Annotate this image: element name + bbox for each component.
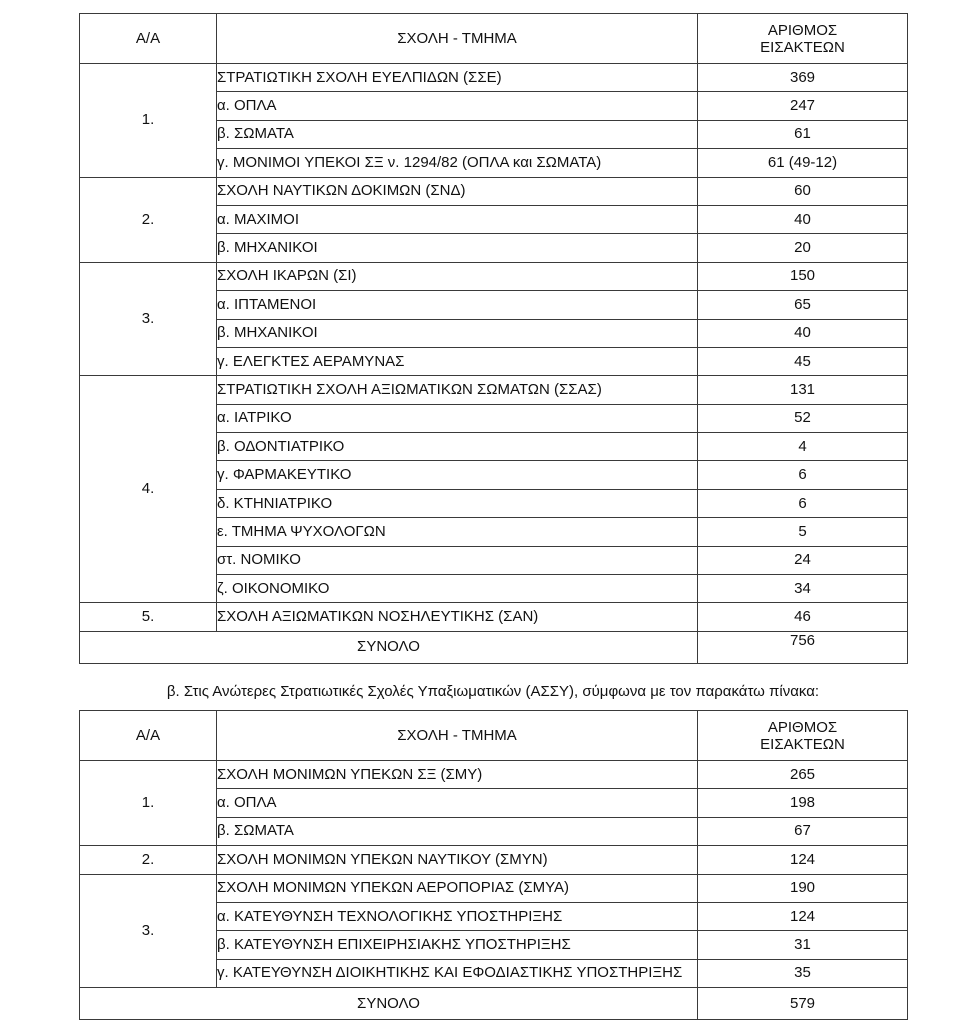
total-label: ΣΥΝΟΛΟ xyxy=(80,988,698,1020)
admissions-count: 35 xyxy=(698,959,908,987)
table-row xyxy=(80,376,908,404)
admissions-table-officers xyxy=(79,13,908,664)
school-name: δ. ΚΤΗΝΙΑΤΡΙΚΟ xyxy=(217,489,698,517)
table-row xyxy=(80,874,908,902)
admissions-count: 6 xyxy=(698,461,908,489)
school-name: ζ. ΟΙΚΟΝΟΜΙΚΟ xyxy=(217,575,698,603)
admissions-count: 247 xyxy=(698,92,908,120)
school-name: β. ΟΔΟΝΤΙΑΤΡΙΚΟ xyxy=(217,433,698,461)
school-name: γ. ΦΑΡΜΑΚΕΥΤΙΚΟ xyxy=(217,461,698,489)
row-number: 3. xyxy=(80,262,217,376)
header-school: ΣΧΟΛΗ - ΤΜΗΜΑ xyxy=(217,14,698,64)
admissions-count: 52 xyxy=(698,404,908,432)
admissions-count: 40 xyxy=(698,205,908,233)
school-name: β. ΜΗΧΑΝΙΚΟΙ xyxy=(217,319,698,347)
school-name: ΣΧΟΛΗ ΜΟΝΙΜΩΝ ΥΠΕΚΩΝ ΝΑΥΤΙΚΟΥ (ΣΜΥΝ) xyxy=(217,846,698,874)
school-name: β. ΜΗΧΑΝΙΚΟΙ xyxy=(217,234,698,262)
admissions-count: 65 xyxy=(698,291,908,319)
admissions-count: 5 xyxy=(698,518,908,546)
table-row xyxy=(80,262,908,290)
total-row xyxy=(80,988,908,1020)
row-number: 1. xyxy=(80,761,217,846)
school-name: β. ΣΩΜΑΤΑ xyxy=(217,120,698,148)
table-row xyxy=(80,177,908,205)
school-name: α. ΙΠΤΑΜΕΝΟΙ xyxy=(217,291,698,319)
school-name: ΣΧΟΛΗ ΑΞΙΩΜΑΤΙΚΩΝ ΝΟΣΗΛΕΥΤΙΚΗΣ (ΣΑΝ) xyxy=(217,603,698,631)
table-body xyxy=(80,14,908,632)
table-row xyxy=(80,761,908,789)
total-label: ΣΥΝΟΛΟ xyxy=(80,631,698,663)
school-name: β. ΚΑΤΕΥΘΥΝΣΗ ΕΠΙΧΕΙΡΗΣΙΑΚΗΣ ΥΠΟΣΤΗΡΙΞΗΣ xyxy=(217,931,698,959)
school-name: ΣΤΡΑΤΙΩΤΙΚΗ ΣΧΟΛΗ ΑΞΙΩΜΑΤΙΚΩΝ ΣΩΜΑΤΩΝ (ΣΣΑΣ) xyxy=(217,376,698,404)
header-count xyxy=(698,14,908,64)
admissions-count: 34 xyxy=(698,575,908,603)
admissions-count: 46 xyxy=(698,603,908,631)
admissions-count: 60 xyxy=(698,177,908,205)
school-name: α. ΟΠΛΑ xyxy=(217,789,698,817)
header-count xyxy=(698,711,908,761)
admissions-count: 40 xyxy=(698,319,908,347)
table-header-row xyxy=(80,14,908,64)
table-total xyxy=(80,631,908,663)
school-name: ΣΤΡΑΤΙΩΤΙΚΗ ΣΧΟΛΗ ΕΥΕΛΠΙΔΩΝ (ΣΣΕ) xyxy=(217,64,698,92)
admissions-count: 61 (49-12) xyxy=(698,149,908,177)
row-number: 1. xyxy=(80,64,217,178)
total-value: 756 xyxy=(698,631,908,663)
header-count-line2: ΕΙΣΑΚΤΕΩΝ xyxy=(760,735,845,753)
table-total xyxy=(80,988,908,1020)
school-name: α. ΜΑΧΙΜΟΙ xyxy=(217,205,698,233)
admissions-count: 190 xyxy=(698,874,908,902)
admissions-table-nco xyxy=(79,710,908,1020)
school-name: γ. ΕΛΕΓΚΤΕΣ ΑΕΡΑΜΥΝΑΣ xyxy=(217,347,698,375)
admissions-count: 45 xyxy=(698,347,908,375)
school-name: γ. ΜΟΝΙΜΟΙ ΥΠΕΚΟΙ ΣΞ ν. 1294/82 (ΟΠΛΑ και ΣΩΜΑΤΑ) xyxy=(217,149,698,177)
header-count-line1: ΑΡΙΘΜΟΣ xyxy=(767,21,838,39)
school-name: α. ΟΠΛΑ xyxy=(217,92,698,120)
admissions-count: 265 xyxy=(698,761,908,789)
school-name: α. ΚΑΤΕΥΘΥΝΣΗ ΤΕΧΝΟΛΟΓΙΚΗΣ ΥΠΟΣΤΗΡΙΞΗΣ xyxy=(217,902,698,930)
row-number: 2. xyxy=(80,177,217,262)
school-name: α. ΙΑΤΡΙΚΟ xyxy=(217,404,698,432)
table-row xyxy=(80,603,908,631)
admissions-count: 131 xyxy=(698,376,908,404)
row-number: 3. xyxy=(80,874,217,988)
table-row xyxy=(80,846,908,874)
admissions-count: 369 xyxy=(698,64,908,92)
admissions-count: 67 xyxy=(698,817,908,845)
school-name: β. ΣΩΜΑΤΑ xyxy=(217,817,698,845)
admissions-count: 124 xyxy=(698,902,908,930)
school-name: ΣΧΟΛΗ ΜΟΝΙΜΩΝ ΥΠΕΚΩΝ ΣΞ (ΣΜΥ) xyxy=(217,761,698,789)
school-name: γ. ΚΑΤΕΥΘΥΝΣΗ ΔΙΟΙΚΗΤΙΚΗΣ ΚΑΙ ΕΦΟΔΙΑΣΤΙΚΗΣ ΥΠΟΣΤΗΡΙΞΗΣ xyxy=(217,959,698,987)
table-row xyxy=(80,64,908,92)
admissions-count: 6 xyxy=(698,489,908,517)
school-name: στ. ΝΟΜΙΚΟ xyxy=(217,546,698,574)
section-b-intro: β. Στις Ανώτερες Στρατιωτικές Σχολές Υπαξιωματικών (ΑΣΣΥ), σύμφωνα με τον παρακάτω πίνακα: xyxy=(166,683,820,700)
total-row xyxy=(80,631,908,663)
row-number: 2. xyxy=(80,846,217,874)
header-aa: Α/Α xyxy=(80,711,217,761)
header-count-line2: ΕΙΣΑΚΤΕΩΝ xyxy=(760,38,845,56)
school-name: ΣΧΟΛΗ ΝΑΥΤΙΚΩΝ ΔΟΚΙΜΩΝ (ΣΝΔ) xyxy=(217,177,698,205)
school-name: ΣΧΟΛΗ ΜΟΝΙΜΩΝ ΥΠΕΚΩΝ ΑΕΡΟΠΟΡΙΑΣ (ΣΜΥΑ) xyxy=(217,874,698,902)
admissions-count: 61 xyxy=(698,120,908,148)
header-school: ΣΧΟΛΗ - ΤΜΗΜΑ xyxy=(217,711,698,761)
school-name: ΣΧΟΛΗ ΙΚΑΡΩΝ (ΣΙ) xyxy=(217,262,698,290)
admissions-count: 4 xyxy=(698,433,908,461)
admissions-count: 124 xyxy=(698,846,908,874)
table-body xyxy=(80,711,908,988)
school-name: ε. ΤΜΗΜΑ ΨΥΧΟΛΟΓΩΝ xyxy=(217,518,698,546)
header-count-line1: ΑΡΙΘΜΟΣ xyxy=(767,718,838,736)
admissions-count: 31 xyxy=(698,931,908,959)
header-aa: Α/Α xyxy=(80,14,217,64)
table-header-row xyxy=(80,711,908,761)
admissions-count: 150 xyxy=(698,262,908,290)
row-number: 4. xyxy=(80,376,217,603)
admissions-count: 198 xyxy=(698,789,908,817)
row-number: 5. xyxy=(80,603,217,631)
total-value: 579 xyxy=(698,988,908,1020)
admissions-count: 24 xyxy=(698,546,908,574)
admissions-count: 20 xyxy=(698,234,908,262)
